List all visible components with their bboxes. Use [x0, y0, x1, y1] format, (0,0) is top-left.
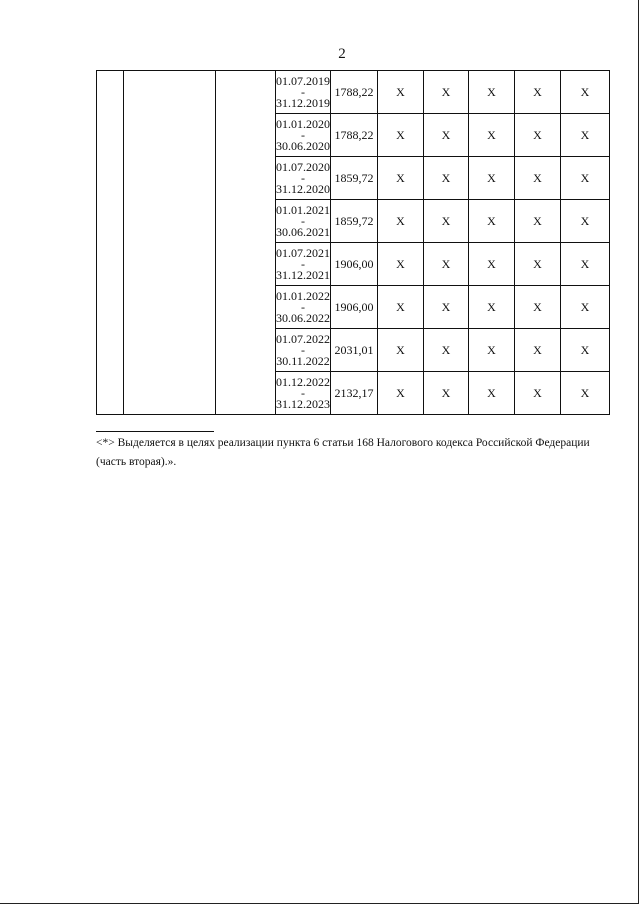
period-cell — [276, 114, 331, 157]
price-cell: 1788,22 — [331, 71, 378, 114]
period-from: 01.07.2021 — [276, 245, 330, 260]
mark-cell: Х — [378, 286, 424, 329]
period-to: 31.12.2020 — [276, 181, 330, 196]
period-to: 31.12.2023 — [276, 396, 330, 411]
period-to: 30.06.2020 — [276, 138, 330, 153]
mark-cell: Х — [469, 114, 515, 157]
mark-cell: Х — [469, 157, 515, 200]
period-to: 30.06.2021 — [276, 224, 330, 239]
period-cell — [276, 286, 331, 329]
mark-cell: Х — [424, 329, 469, 372]
price-cell: 1906,00 — [331, 286, 378, 329]
price-cell: 2132,17 — [331, 372, 378, 415]
mark-cell: Х — [469, 372, 515, 415]
page-number: 2 — [338, 46, 346, 62]
period-dash: - — [301, 127, 305, 142]
period-cell — [276, 157, 331, 200]
mark-cell: Х — [515, 71, 561, 114]
period-from: 01.01.2022 — [276, 288, 330, 303]
mark-cell: Х — [561, 200, 610, 243]
merged-cell-col3 — [216, 71, 276, 415]
mark-cell: Х — [515, 243, 561, 286]
period-dash: - — [301, 299, 305, 314]
mark-cell: Х — [561, 243, 610, 286]
mark-cell: Х — [469, 71, 515, 114]
period-cell — [276, 243, 331, 286]
mark-cell: Х — [424, 114, 469, 157]
mark-cell: Х — [469, 243, 515, 286]
mark-cell: Х — [561, 114, 610, 157]
footnote-separator — [96, 431, 214, 432]
mark-cell: Х — [561, 157, 610, 200]
mark-cell: Х — [561, 71, 610, 114]
mark-cell: Х — [424, 200, 469, 243]
period-from: 01.12.2022 — [276, 374, 330, 389]
mark-cell: Х — [424, 243, 469, 286]
period-to: 30.06.2022 — [276, 310, 330, 325]
price-cell: 1906,00 — [331, 243, 378, 286]
mark-cell: Х — [561, 329, 610, 372]
mark-cell: Х — [515, 200, 561, 243]
mark-cell: Х — [378, 71, 424, 114]
mark-cell: Х — [378, 329, 424, 372]
merged-cell-col1 — [97, 71, 124, 415]
period-to: 30.11.2022 — [276, 353, 330, 368]
mark-cell: Х — [378, 157, 424, 200]
mark-cell: Х — [378, 372, 424, 415]
footnote: <*> Выделяется в целях реализации пункта 6 статьи 168 Налогового кодекса Российской Федерации (часть вторая).». — [96, 437, 590, 468]
mark-cell: Х — [378, 114, 424, 157]
period-to: 31.12.2019 — [276, 95, 330, 110]
mark-cell: Х — [515, 286, 561, 329]
mark-cell: Х — [561, 286, 610, 329]
period-cell — [276, 372, 331, 415]
mark-cell: Х — [469, 329, 515, 372]
mark-cell: Х — [424, 157, 469, 200]
price-cell: 1788,22 — [331, 114, 378, 157]
mark-cell: Х — [424, 71, 469, 114]
period-from: 01.01.2020 — [276, 116, 330, 131]
price-cell: 1859,72 — [331, 157, 378, 200]
mark-cell: Х — [515, 329, 561, 372]
period-dash: - — [301, 213, 305, 228]
period-to: 31.12.2021 — [276, 267, 330, 282]
period-dash: - — [301, 342, 305, 357]
mark-cell: Х — [378, 200, 424, 243]
period-dash: - — [301, 170, 305, 185]
period-from: 01.07.2019 — [276, 73, 330, 88]
mark-cell: Х — [561, 372, 610, 415]
mark-cell: Х — [515, 114, 561, 157]
period-from: 01.07.2022 — [276, 331, 330, 346]
tariff-table — [96, 70, 610, 415]
period-dash: - — [301, 84, 305, 99]
mark-cell: Х — [424, 372, 469, 415]
price-cell: 2031,01 — [331, 329, 378, 372]
mark-cell: Х — [378, 243, 424, 286]
period-cell — [276, 71, 331, 114]
mark-cell: Х — [515, 157, 561, 200]
period-from: 01.01.2021 — [276, 202, 330, 217]
table-row — [97, 71, 610, 114]
mark-cell: Х — [469, 286, 515, 329]
merged-cell-col2 — [124, 71, 216, 415]
mark-cell: Х — [424, 286, 469, 329]
price-cell: 1859,72 — [331, 200, 378, 243]
period-dash: - — [301, 385, 305, 400]
period-cell — [276, 200, 331, 243]
mark-cell: Х — [515, 372, 561, 415]
period-from: 01.07.2020 — [276, 159, 330, 174]
mark-cell: Х — [469, 200, 515, 243]
period-cell — [276, 329, 331, 372]
period-dash: - — [301, 256, 305, 271]
tariff-table-body — [97, 71, 610, 415]
